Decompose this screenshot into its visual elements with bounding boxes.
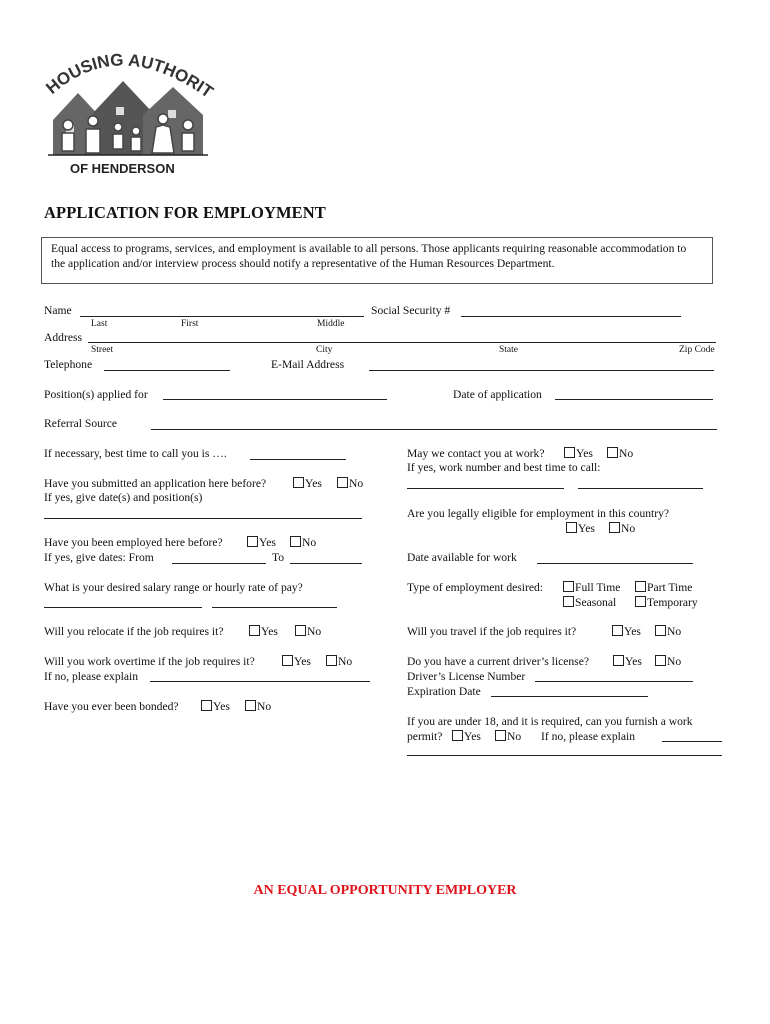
- part-time-label: Part Time: [647, 581, 693, 594]
- relocate-yes-checkbox[interactable]: [249, 625, 260, 636]
- license-number-label: Driver’s License Number: [407, 670, 526, 683]
- license-yes-checkbox[interactable]: [613, 655, 624, 666]
- email-label: E-Mail Address: [271, 358, 345, 371]
- name-label: Name: [44, 304, 72, 317]
- contact-no-option[interactable]: [607, 447, 633, 460]
- middle-caption: Middle: [317, 319, 345, 329]
- employed-no-checkbox[interactable]: [290, 536, 301, 547]
- employed-yes-option[interactable]: [247, 536, 276, 549]
- equal-opportunity-footer: AN EQUAL OPPORTUNITY EMPLOYER: [253, 883, 517, 898]
- overtime-yes-option[interactable]: [282, 655, 311, 668]
- under-18-permit-label: permit?: [407, 730, 443, 743]
- yes-label: Yes: [464, 730, 481, 743]
- license-yes-option[interactable]: [613, 655, 642, 668]
- expiration-date-label: Expiration Date: [407, 685, 481, 698]
- overtime-yes-checkbox[interactable]: [282, 655, 293, 666]
- license-no-checkbox[interactable]: [655, 655, 666, 666]
- salary-max-field[interactable]: [212, 607, 337, 608]
- temporary-checkbox[interactable]: [635, 596, 646, 607]
- travel-no-checkbox[interactable]: [655, 625, 666, 636]
- employed-no-option[interactable]: [290, 536, 316, 549]
- travel-yes-option[interactable]: [612, 625, 641, 638]
- permit-explain-field-2[interactable]: [407, 755, 722, 756]
- logo-top-text: HOUSING AUTHORIT: [42, 50, 217, 102]
- housing-authority-logo: [38, 45, 218, 180]
- yes-label: Yes: [294, 655, 311, 668]
- telephone-label: Telephone: [44, 358, 93, 371]
- eligible-no-checkbox[interactable]: [609, 522, 620, 533]
- no-label: No: [257, 700, 272, 713]
- contact-no-checkbox[interactable]: [607, 447, 618, 458]
- ssn-label: Social Security #: [371, 304, 451, 317]
- name-field[interactable]: [80, 316, 364, 317]
- no-label: No: [338, 655, 353, 668]
- overtime-no-checkbox[interactable]: [326, 655, 337, 666]
- equal-access-notice: Equal access to programs, services, and employment is available to all persons. Those applicants requiring reasonable accommodation to the application and/or interview process should notify a representative of the Human Resources Department.: [41, 237, 713, 284]
- date-available-field[interactable]: [537, 563, 693, 564]
- address-label: Address: [44, 331, 82, 344]
- yes-label: Yes: [261, 625, 278, 638]
- zip-caption: Zip Code: [679, 345, 715, 355]
- email-field[interactable]: [369, 370, 714, 371]
- salary-question: What is your desired salary range or hourly rate of pay?: [44, 581, 303, 594]
- submitted-sub-label: If yes, give date(s) and position(s): [44, 491, 203, 504]
- address-field[interactable]: [88, 342, 716, 343]
- relocate-no-option[interactable]: [295, 625, 321, 638]
- eligible-question: Are you legally eligible for employment in this country?: [407, 507, 670, 520]
- part-time-checkbox[interactable]: [635, 581, 646, 592]
- overtime-explain-label: If no, please explain: [44, 670, 139, 683]
- first-caption: First: [181, 319, 199, 329]
- date-of-application-label: Date of application: [453, 388, 542, 401]
- contact-at-work-question: May we contact you at work?: [407, 447, 545, 460]
- overtime-question: Will you work overtime if the job requires it?: [44, 655, 255, 668]
- permit-yes-checkbox[interactable]: [452, 730, 463, 741]
- yes-label: Yes: [624, 625, 641, 638]
- yes-label: Yes: [625, 655, 642, 668]
- submitted-before-question: Have you submitted an application here before?: [44, 477, 267, 490]
- state-caption: State: [499, 345, 518, 355]
- best-time-label: If necessary, best time to call you is ….: [44, 447, 227, 460]
- no-label: No: [621, 522, 636, 535]
- salary-min-field[interactable]: [44, 607, 202, 608]
- logo-graphic: [38, 45, 218, 180]
- no-label: No: [507, 730, 522, 743]
- employment-type-question: Type of employment desired:: [407, 581, 544, 594]
- contact-sub-label: If yes, work number and best time to call:: [407, 461, 601, 474]
- contact-yes-option[interactable]: [564, 447, 593, 460]
- permit-no-checkbox[interactable]: [495, 730, 506, 741]
- telephone-field[interactable]: [104, 370, 230, 371]
- seasonal-checkbox[interactable]: [563, 596, 574, 607]
- license-no-option[interactable]: [655, 655, 681, 668]
- employed-from-label: If yes, give dates: From: [44, 551, 154, 564]
- no-label: No: [307, 625, 322, 638]
- full-time-label: Full Time: [575, 581, 621, 594]
- temporary-option[interactable]: [635, 596, 698, 609]
- submitted-details-field[interactable]: [44, 518, 362, 519]
- employed-yes-checkbox[interactable]: [247, 536, 258, 547]
- eligible-yes-option[interactable]: [566, 522, 595, 535]
- travel-yes-checkbox[interactable]: [612, 625, 623, 636]
- city-caption: City: [316, 345, 333, 355]
- expiration-date-field[interactable]: [491, 696, 648, 697]
- overtime-no-option[interactable]: [326, 655, 352, 668]
- yes-label: Yes: [305, 477, 322, 490]
- full-time-checkbox[interactable]: [563, 581, 574, 592]
- yes-label: Yes: [576, 447, 593, 460]
- part-time-option[interactable]: [635, 581, 692, 594]
- temporary-label: Temporary: [647, 596, 698, 609]
- permit-no-option[interactable]: [495, 730, 521, 743]
- page-title: APPLICATION FOR EMPLOYMENT: [44, 203, 326, 222]
- yes-label: Yes: [259, 536, 276, 549]
- no-label: No: [667, 655, 682, 668]
- last-caption: Last: [91, 319, 108, 329]
- travel-no-option[interactable]: [655, 625, 681, 638]
- referral-label: Referral Source: [44, 417, 118, 430]
- no-label: No: [349, 477, 364, 490]
- no-label: No: [302, 536, 317, 549]
- submitted-yes-checkbox[interactable]: [293, 477, 304, 488]
- under-18-question: If you are under 18, and it is required, can you furnish a work: [407, 715, 693, 728]
- referral-field[interactable]: [151, 429, 717, 430]
- bonded-yes-option[interactable]: [201, 700, 230, 713]
- bonded-no-option[interactable]: [245, 700, 271, 713]
- best-time-work-field[interactable]: [578, 488, 703, 489]
- relocate-no-checkbox[interactable]: [295, 625, 306, 636]
- employed-to-label: To: [272, 551, 285, 564]
- date-available-label: Date available for work: [407, 551, 517, 564]
- yes-label: Yes: [578, 522, 595, 535]
- street-caption: Street: [91, 345, 114, 355]
- no-label: No: [667, 625, 682, 638]
- relocate-yes-option[interactable]: [249, 625, 278, 638]
- submitted-no-checkbox[interactable]: [337, 477, 348, 488]
- full-time-option[interactable]: [563, 581, 620, 594]
- license-number-field[interactable]: [535, 681, 693, 682]
- permit-explain-field[interactable]: [662, 741, 722, 742]
- position-label: Position(s) applied for: [44, 388, 148, 401]
- date-of-application-field[interactable]: [555, 399, 713, 400]
- ssn-field[interactable]: [461, 316, 681, 317]
- permit-explain-label: If no, please explain: [541, 730, 636, 743]
- seasonal-option[interactable]: [563, 596, 616, 609]
- contact-yes-checkbox[interactable]: [564, 447, 575, 458]
- yes-label: Yes: [213, 700, 230, 713]
- logo-bottom-text: OF HENDERSON: [70, 161, 175, 176]
- employed-before-question: Have you been employed here before?: [44, 536, 223, 549]
- relocate-question: Will you relocate if the job requires it?: [44, 625, 224, 638]
- no-label: No: [619, 447, 634, 460]
- submitted-yes-option[interactable]: [293, 477, 322, 490]
- seasonal-label: Seasonal: [575, 596, 617, 609]
- eligible-yes-checkbox[interactable]: [566, 522, 577, 533]
- employed-to-field[interactable]: [290, 563, 362, 564]
- best-time-field[interactable]: [250, 459, 346, 460]
- bonded-yes-checkbox[interactable]: [201, 700, 212, 711]
- employed-from-field[interactable]: [172, 563, 266, 564]
- position-field[interactable]: [163, 399, 387, 400]
- bonded-no-checkbox[interactable]: [245, 700, 256, 711]
- license-question: Do you have a current driver’s license?: [407, 655, 589, 668]
- work-number-field[interactable]: [407, 488, 564, 489]
- bonded-question: Have you ever been bonded?: [44, 700, 179, 713]
- submitted-no-option[interactable]: [337, 477, 363, 490]
- overtime-explain-field[interactable]: [150, 681, 370, 682]
- eligible-no-option[interactable]: [609, 522, 635, 535]
- travel-question: Will you travel if the job requires it?: [407, 625, 577, 638]
- permit-yes-option[interactable]: [452, 730, 481, 743]
